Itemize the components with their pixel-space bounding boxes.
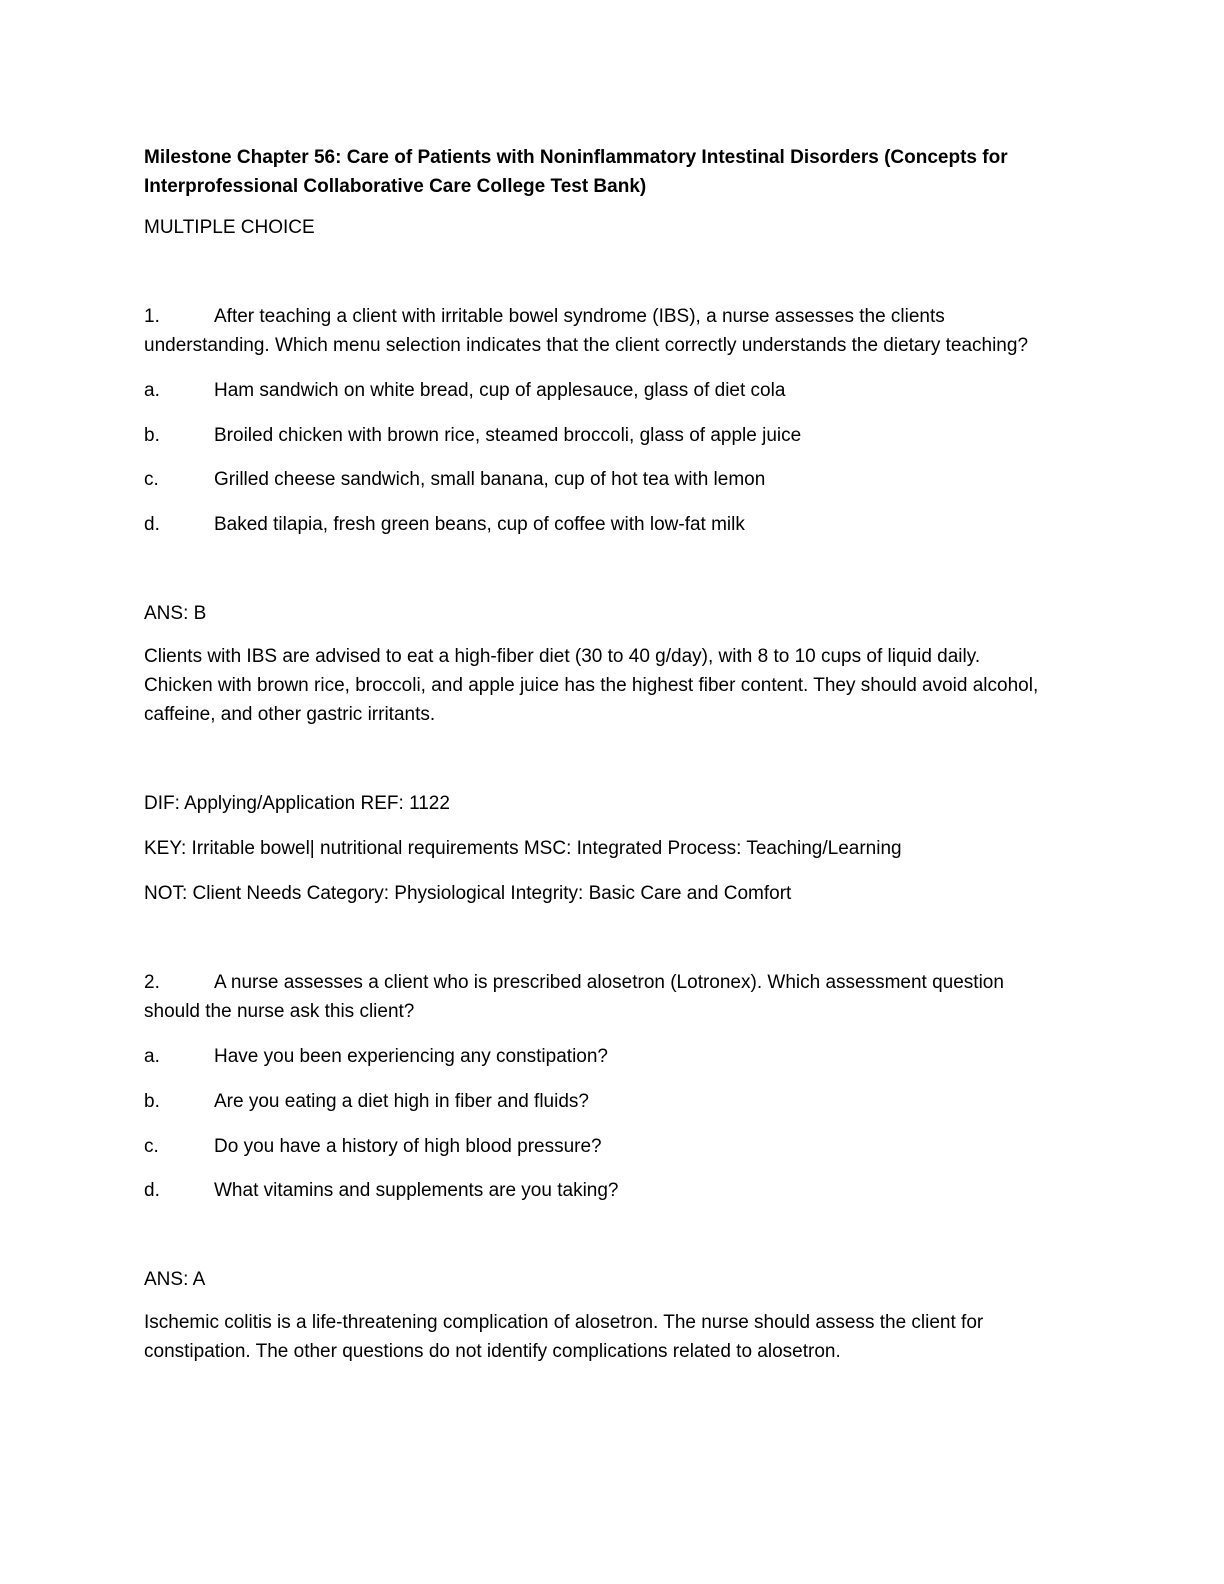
question-1-key: KEY: Irritable bowel| nutritional requirements MSC: Integrated Process: Teaching/Learning <box>144 838 902 859</box>
question-2-option-c <box>144 1132 1044 1161</box>
option-text: Broiled chicken with brown rice, steamed broccoli, glass of apple juice <box>214 425 802 446</box>
question-1-number: 1. <box>144 306 160 327</box>
question-1-stem <box>144 302 1044 360</box>
question-2-option-b <box>144 1087 1044 1116</box>
question-1-option-d <box>144 510 1044 539</box>
option-text: Baked tilapia, fresh green beans, cup of coffee with low-fat milk <box>214 514 745 535</box>
question-2-stem <box>144 968 1044 1026</box>
question-2-answer: ANS: A <box>144 1269 206 1290</box>
question-1-dif: DIF: Applying/Application REF: 1122 <box>144 793 450 814</box>
option-letter: c. <box>144 469 159 490</box>
option-letter: d. <box>144 514 160 535</box>
question-2-number: 2. <box>144 972 160 993</box>
question-1-text: After teaching a client with irritable bowel syndrome (IBS), a nurse assesses the clients understanding. Which menu selection indicates that the client correctly understands the dietary teaching? <box>144 306 1029 356</box>
option-text: Have you been experiencing any constipation? <box>214 1046 608 1067</box>
question-2-rationale: Ischemic colitis is a life-threatening complication of alosetron. The nurse should assess the client for constipation. The other questions do not identify complications related to alosetron. <box>144 1312 984 1362</box>
document-page <box>144 143 1044 1366</box>
question-1-answer: ANS: B <box>144 603 207 624</box>
option-text: Are you eating a diet high in fiber and fluids? <box>214 1091 589 1112</box>
document-title: Milestone Chapter 56: Care of Patients with Noninflammatory Intestinal Disorders (Concepts for Interprofessional Collaborative Care College Test Bank) <box>144 147 1008 197</box>
section-heading: MULTIPLE CHOICE <box>144 217 315 238</box>
option-text: What vitamins and supplements are you taking? <box>214 1180 619 1201</box>
question-1-not: NOT: Client Needs Category: Physiological Integrity: Basic Care and Comfort <box>144 883 792 904</box>
option-letter: d. <box>144 1180 160 1201</box>
option-text: Grilled cheese sandwich, small banana, cup of hot tea with lemon <box>214 469 766 490</box>
option-letter: b. <box>144 425 160 446</box>
question-1-option-b <box>144 421 1044 450</box>
question-2-option-a <box>144 1042 1044 1071</box>
option-letter: c. <box>144 1136 159 1157</box>
question-1-rationale: Clients with IBS are advised to eat a high-fiber diet (30 to 40 g/day), with 8 to 10 cups of liquid daily. Chicken with brown rice, broccoli, and apple juice has the highest fiber content. They should avoid alcohol, caffeine, and other gastric irritants. <box>144 646 1039 725</box>
option-text: Do you have a history of high blood pressure? <box>214 1136 602 1157</box>
option-letter: b. <box>144 1091 160 1112</box>
question-1-option-a <box>144 376 1044 405</box>
option-letter: a. <box>144 1046 160 1067</box>
option-letter: a. <box>144 380 160 401</box>
question-1-option-c <box>144 465 1044 494</box>
question-2-option-d <box>144 1176 1044 1205</box>
question-2-text: A nurse assesses a client who is prescribed alosetron (Lotronex). Which assessment question should the nurse ask this client? <box>144 972 1004 1022</box>
option-text: Ham sandwich on white bread, cup of applesauce, glass of diet cola <box>214 380 786 401</box>
